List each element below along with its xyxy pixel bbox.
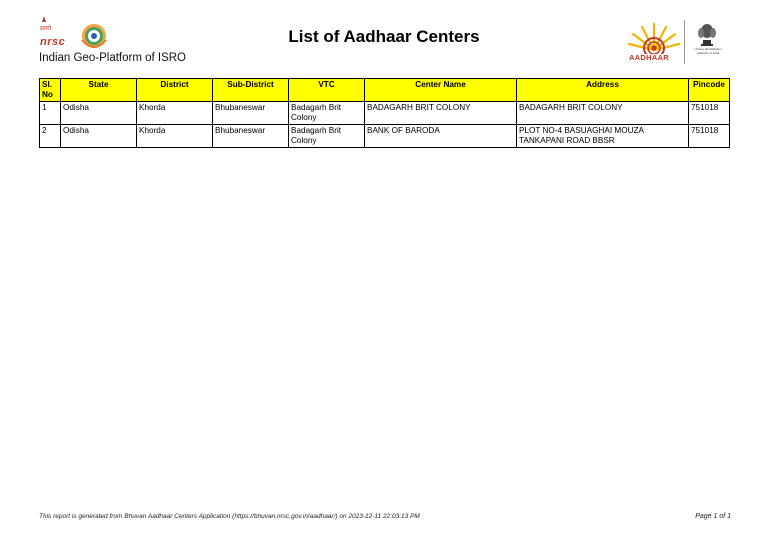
cell-sl-no: 2 xyxy=(40,125,61,148)
report-header xyxy=(0,0,768,74)
column-header-sl-no: Sl. No xyxy=(40,79,61,102)
cell-district: Khorda xyxy=(137,102,213,125)
logo-hindi-text: इसरो xyxy=(40,26,52,32)
table-row xyxy=(40,125,730,148)
aadhaar-logo-text: AADHAAR xyxy=(629,53,670,62)
platform-name: Indian Geo-Platform of ISRO xyxy=(39,52,187,64)
column-header-center-name: Center Name xyxy=(365,79,517,102)
aadhaar-sunburst-icon xyxy=(624,20,684,54)
cell-center-name: BADAGARH BRIT COLONY xyxy=(365,102,517,125)
page-number: Page 1 of 1 xyxy=(695,513,731,520)
page-title: List of Aadhaar Centers xyxy=(288,27,480,46)
aadhaar-centers-table xyxy=(39,78,730,148)
cell-sub-district: Bhubaneswar xyxy=(213,102,289,125)
cell-sl-no: 1 xyxy=(40,102,61,125)
cell-center-name: BANK OF BARODA xyxy=(365,125,517,148)
cell-pincode: 751018 xyxy=(689,102,730,125)
national-emblem xyxy=(684,20,729,64)
column-header-district: District xyxy=(137,79,213,102)
cell-vtc: Badagarh Brit Colony xyxy=(289,125,365,148)
cell-address: PLOT NO-4 BASUAGHAI MOUZA TANKAPANI ROAD BBSR xyxy=(517,125,689,148)
report-generated-note: This report is generated from Bhuvan Aadhaar Centers Application (https://bhuvan.nrsc.gov.in/aadhaar/) on 2023-12-11 22:03:13 PM xyxy=(39,513,420,520)
national-emblem-icon xyxy=(694,22,720,48)
table-header-row xyxy=(40,79,730,102)
cell-state: Odisha xyxy=(61,125,137,148)
table-row xyxy=(40,102,730,125)
column-header-vtc: VTC xyxy=(289,79,365,102)
cell-pincode: 751018 xyxy=(689,125,730,148)
cell-vtc: Badagarh Brit Colony xyxy=(289,102,365,125)
column-header-state: State xyxy=(61,79,137,102)
logo-short-text: nrsc xyxy=(40,36,66,48)
cell-sub-district: Bhubaneswar xyxy=(213,125,289,148)
cell-state: Odisha xyxy=(61,102,137,125)
column-header-pincode: Pincode xyxy=(689,79,730,102)
column-header-address: Address xyxy=(517,79,689,102)
cell-address: BADAGARH BRIT COLONY xyxy=(517,102,689,125)
column-header-sub-district: Sub-District xyxy=(213,79,289,102)
emblem-caption: Unique Identification Authority of India xyxy=(694,47,722,55)
cell-district: Khorda xyxy=(137,125,213,148)
